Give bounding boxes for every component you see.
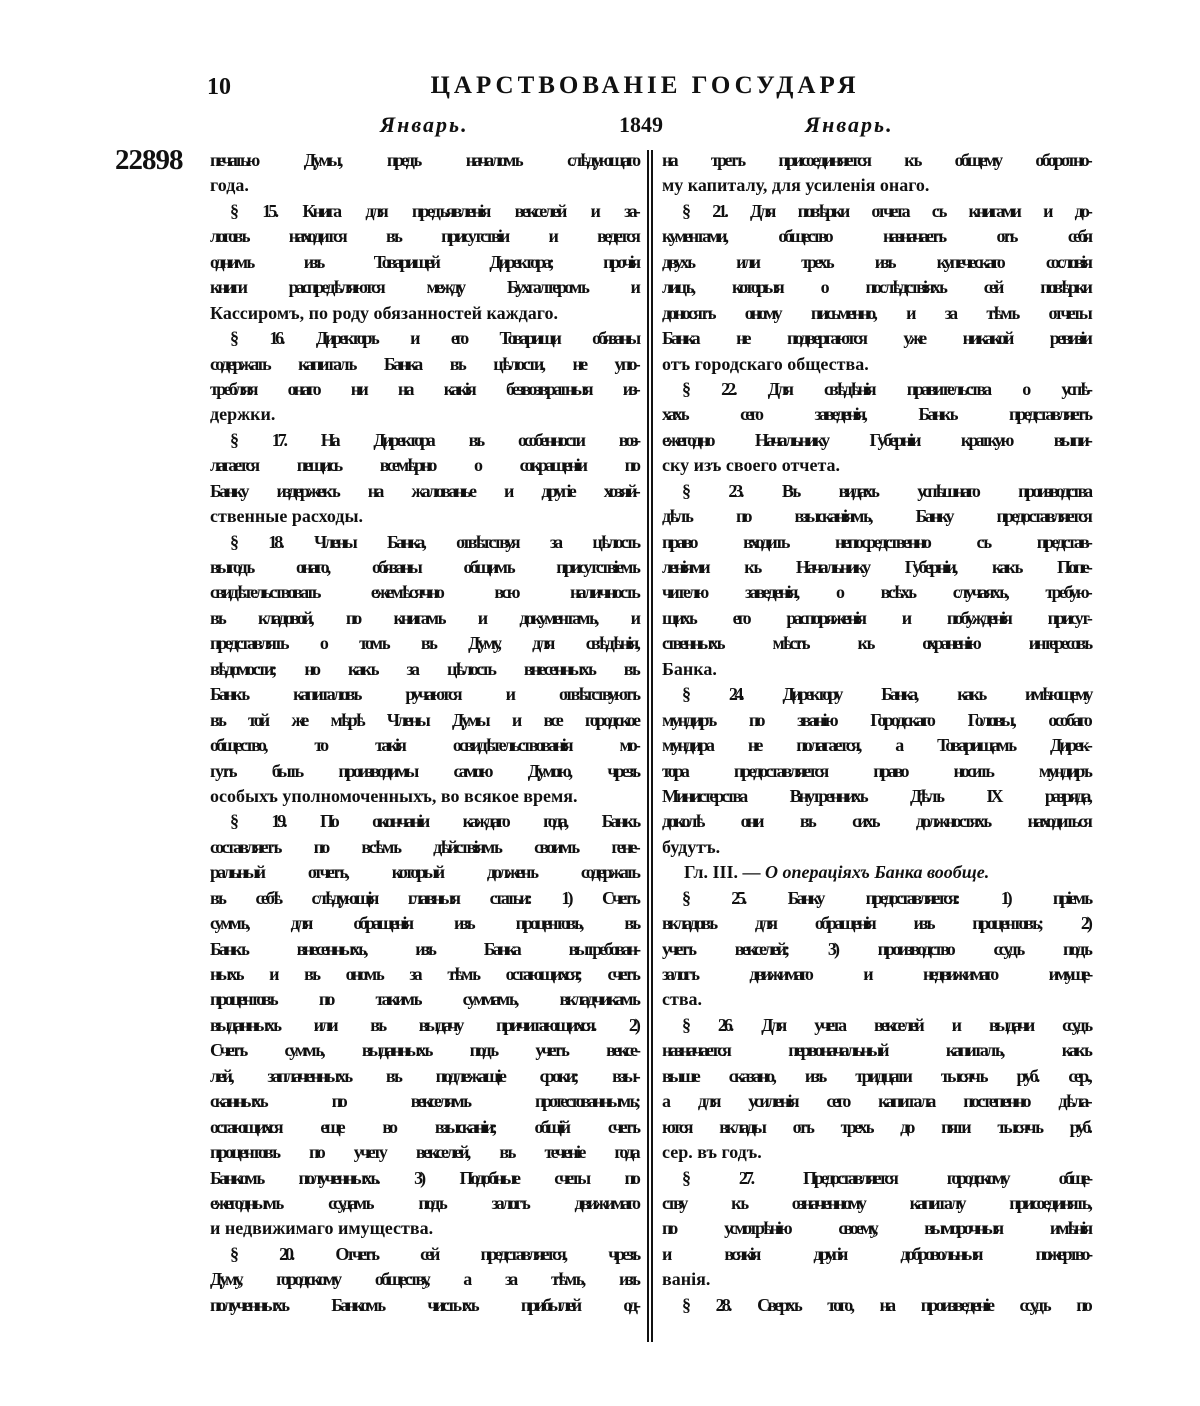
text-line: и недвижимаго имущества. (210, 1218, 434, 1239)
paragraph (210, 428, 638, 530)
text-line: мундира не полагается, а Товарищамъ Дирек- (662, 735, 1090, 756)
text-line: ственныхъ мѣстъ къ охраненію интересовъ (662, 633, 1090, 654)
text-line: кументами, общество назначаетъ отъ себя (662, 226, 1090, 247)
text-line: будутъ. (662, 836, 721, 857)
paragraph (662, 682, 1090, 860)
text-line: года. (210, 175, 249, 196)
paragraph (210, 530, 638, 810)
heading-number: Гл. III. — (684, 862, 766, 883)
text-line: § 22. Для свѣдѣнія правительства о успѣ- (682, 378, 1090, 399)
text-line: хахъ сего заведенія, Банкъ представляетъ (662, 404, 1090, 425)
text-line: § 27. Предоставляется городскому обще- (682, 1167, 1090, 1188)
text-line: въ себѣ слѣдующія главныя статьи: 1) Счетъ (210, 887, 638, 908)
text-line: въ той же мѣрѣ Члены Думы и все городское (210, 709, 638, 730)
text-line: книги распредѣляются между Бухгалтеромъ и (210, 277, 638, 298)
text-line: вкладовъ для обращенія изъ процентовъ; 2) (662, 913, 1090, 934)
text-line: по усмотрѣнію своему, выморочныя имѣнія (662, 1218, 1090, 1239)
text-line: § 20. Отчетъ сей представляется, чрезъ (230, 1243, 638, 1264)
text-line: Счетъ суммъ, выданныхъ подъ учетъ вексе- (210, 1040, 638, 1061)
text-line: ральный отчетъ, который долженъ содержать (210, 862, 638, 883)
paragraph (662, 199, 1090, 377)
text-line: общество, то такія освидѣтельствованія мо- (210, 735, 638, 756)
text-line: ются вклады отъ трехъ до пяти тысячъ руб. (662, 1116, 1090, 1137)
text-line: процентовъ по такимъ суммамъ, вкладчикамъ (210, 989, 638, 1010)
text-line: ванія. (662, 1269, 711, 1290)
text-line: § 15. Книга для предъявленія векселей и за- (230, 200, 638, 221)
text-line: выданныхъ или въ выдачу причитающихся. 2) (210, 1014, 638, 1035)
paragraph (210, 1242, 638, 1318)
text-line: доносятъ оному письменно, и за тѣмъ отчеты (662, 302, 1090, 323)
text-line: вѣдомости; но какъ за цѣлость внесенныхъ въ (210, 658, 638, 679)
paragraph (210, 199, 638, 326)
text-line: Банкъ капиталовъ ручаются и отвѣтствуютъ (210, 684, 638, 705)
text-line: доколѣ они въ сихъ должностяхъ находиться (662, 811, 1090, 832)
text-line: § 18. Члены Банка, отвѣтствуя за цѣлость (230, 531, 638, 552)
text-line: полученныхъ Банкомъ чистыхъ прибылей од- (210, 1294, 638, 1315)
chapter-heading (662, 860, 1090, 885)
text-line: логовъ находится въ присутствіи и ведется (210, 226, 638, 247)
paragraph (662, 1293, 1090, 1318)
text-line: § 17. На Директора въ особенности воз- (230, 429, 638, 450)
text-line: выше сказано, изъ тридцати тысячъ руб. сер., (662, 1065, 1090, 1086)
text-line: печатью Думы, предъ началомъ слѣдующаго (210, 150, 638, 170)
text-line: § 19. По окончаніи каждаго года, Банкъ (230, 811, 638, 832)
text-line: дѣлъ по взысканіямъ, Банку предоставляется (662, 506, 1090, 527)
text-line: му капиталу, для усиленія онаго. (662, 175, 930, 196)
text-line: лей, заплаченныхъ въ подлежащіе сроки; взы- (210, 1065, 638, 1086)
text-line: Думу, городскому обществу, а за тѣмъ, изъ (210, 1269, 638, 1290)
text-line: § 26. Для учета векселей и выдачи ссудъ (682, 1014, 1090, 1035)
text-line: ежегодно Начальнику Губерніи краткую выпи- (662, 429, 1090, 450)
month-left: Январь. (380, 112, 469, 137)
text-line: составляетъ по всѣмъ дѣйствіямъ своимъ гене- (210, 836, 638, 857)
text-line: чителю заведенія, о всѣхъ случаяхъ, требую- (662, 582, 1090, 603)
paragraph (210, 326, 638, 428)
paragraph (662, 1166, 1090, 1293)
text-line: назначается первоначальный капиталъ, какъ (662, 1040, 1090, 1061)
text-line: ныхъ и въ ономъ за тѣмъ остающихся; счетъ (210, 964, 638, 984)
text-line: ску изъ своего отчета. (662, 455, 841, 476)
text-line: въ кладовой, по книгамъ и документамъ, и (210, 607, 638, 628)
text-line: ственные расходы. (210, 506, 364, 527)
text-line: § 21. Для повѣрки отчета съ книгами и до- (682, 200, 1090, 221)
right-column (662, 148, 1090, 1318)
text-line: сер. въ годъ. (662, 1142, 762, 1163)
text-line: содержать капиталъ Банка въ цѣлости, не упо- (210, 353, 638, 374)
paragraph (662, 1013, 1090, 1166)
text-line: отъ городскаго общества. (662, 353, 869, 374)
text-line: особыхъ уполномоченныхъ, во всякое время. (210, 785, 578, 806)
text-line: Банкомъ полученныхъ. 3) Подобные счеты по (210, 1167, 638, 1188)
text-line: процентовъ по учету векселей, въ теченіе года (210, 1142, 638, 1163)
text-line: Банка не подвергаются уже никакой ревизіи (662, 328, 1090, 349)
month-right: Январь. (805, 112, 894, 137)
paragraph (662, 479, 1090, 683)
text-line: а для усиленія сего капитала постепенно дѣла- (662, 1091, 1090, 1112)
paragraph (662, 886, 1090, 1013)
paragraph (662, 148, 1090, 199)
text-line: лагается пещись всемѣрно о сокращеніи по (210, 455, 638, 476)
text-line: ежегоднымъ ссудамъ подъ залогъ движимаго (210, 1192, 638, 1213)
text-line: учетъ векселей; 3) производство ссудъ подъ (662, 938, 1090, 959)
text-line: мундиръ по званію Городскаго Головы, особаго (662, 709, 1090, 730)
paragraph (662, 377, 1090, 479)
text-line: суммъ, для обращенія изъ процентовъ, въ (210, 913, 638, 934)
text-line: однимъ изъ Товарищей Директора; прочія (210, 251, 638, 272)
text-line: § 23. Въ видахъ успѣшнаго производства (682, 480, 1090, 501)
text-line: § 28. Сверхъ того, на произведеніе ссудъ по (682, 1294, 1090, 1315)
left-column (210, 148, 638, 1318)
heading-title: О операціяхъ Банка вообще. (765, 862, 990, 883)
document-number: 22898 (115, 144, 183, 176)
text-line: щихъ его распоряженія и побужденія присут- (662, 607, 1090, 628)
year: 1849 (619, 112, 663, 137)
paragraph (210, 148, 638, 199)
text-line: право входить непосредственно съ представ- (662, 531, 1090, 552)
text-line: § 16. Директоръ и его Товарищи обязаны (230, 328, 638, 349)
column-divider (651, 150, 653, 1342)
text-line: выгодъ онаго, обязаны общимъ присутствіемъ (210, 557, 638, 577)
text-line: остающихся еще во взысканіи; общій счетъ (210, 1116, 638, 1137)
text-line: гутъ быть производимы самою Думою, чрезъ (210, 760, 638, 781)
text-line: леніями къ Начальнику Губерніи, какъ Попе- (662, 557, 1090, 577)
text-line: на третъ присоединяется къ общему оборотно- (662, 150, 1090, 170)
running-title: ЦАРСТВОВАНІЕ ГОСУДАРЯ (430, 72, 860, 99)
column-divider (647, 150, 649, 1342)
text-line: сканныхъ по векселямъ протестованнымъ; (210, 1091, 638, 1112)
text-line: залогъ движимаго и недвижимаго имуще- (662, 964, 1090, 984)
text-line: лицъ, которыя о послѣдствіяхъ сей повѣрки (662, 277, 1090, 298)
text-line: представлять о томъ въ Думу, для свѣдѣнія, (210, 633, 638, 654)
text-line: держки. (210, 404, 276, 425)
text-line: ства. (662, 989, 703, 1010)
text-line: § 25. Банку предоставляется: 1) пріемъ (682, 887, 1090, 908)
text-line: и всякія другія добровольныя пожертво- (662, 1243, 1090, 1264)
text-line: ству къ означенному капиталу присоединять, (662, 1192, 1090, 1213)
text-line: Министерства Внутреннихъ Дѣлъ IX разряда, (662, 785, 1090, 806)
page-number: 10 (207, 74, 231, 100)
text-line: двухъ или трехъ изъ купеческаго сословія (662, 251, 1090, 272)
text-line: требляя онаго ни на какія безвозвратныя из- (210, 378, 638, 399)
text-line: § 24. Директору Банка, какъ имѣющему (682, 684, 1090, 705)
text-line: Банку издержекъ на жалованье и другіе хозяй- (210, 480, 638, 501)
text-line: Банкъ внесенныхъ, изъ Банка вытребован- (210, 938, 638, 959)
text-line: тора предоставляется право носить мундиръ (662, 760, 1090, 781)
text-line: Банка. (662, 658, 717, 679)
text-line: свидѣтельствовать ежемѣсячно всю наличность (210, 582, 638, 603)
paragraph (210, 809, 638, 1241)
text-line: Кассиромъ, по роду обязанностей каждаго. (210, 302, 558, 323)
